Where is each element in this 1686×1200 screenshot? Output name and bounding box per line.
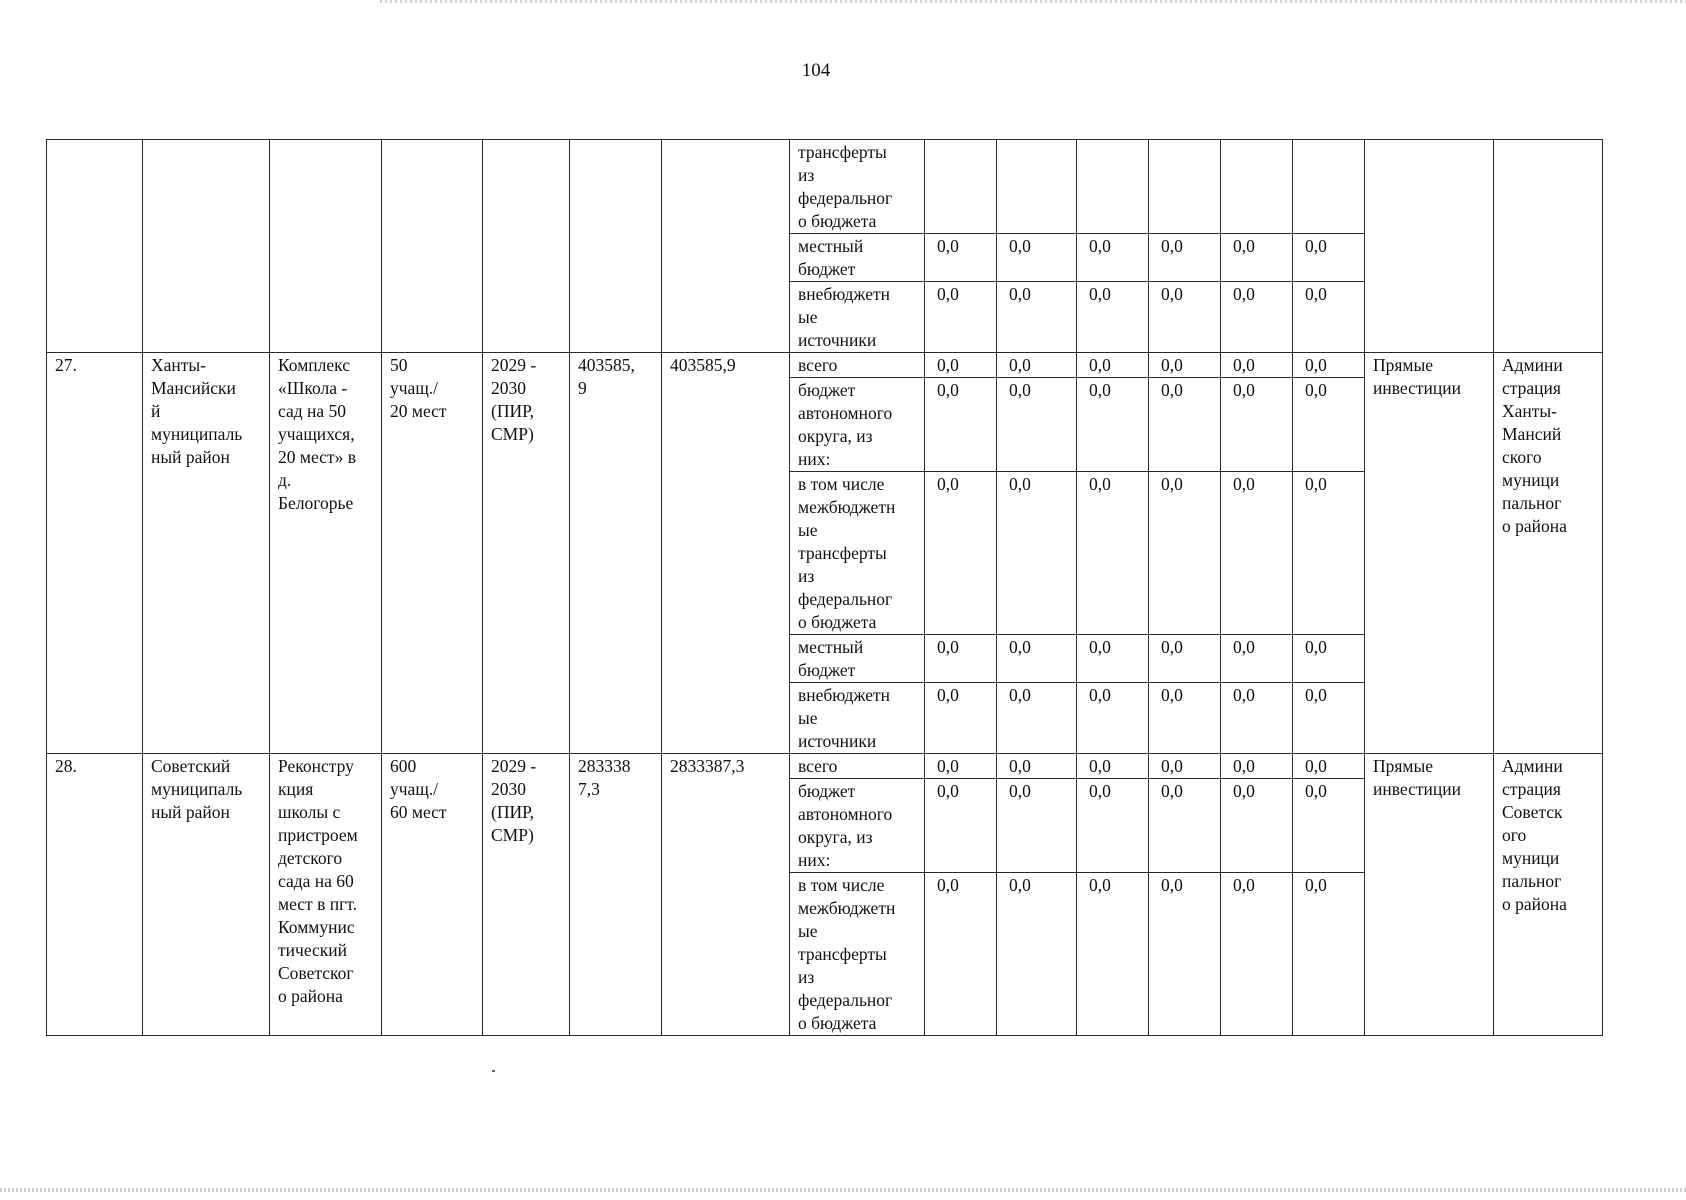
value-cell-text: 0,0 xyxy=(937,380,959,400)
value-cell-text: 0,0 xyxy=(1233,637,1255,657)
value-cell xyxy=(1293,635,1365,683)
value-cell xyxy=(1077,635,1149,683)
value-cell xyxy=(1149,635,1221,683)
value-cell xyxy=(1293,683,1365,754)
value-cell xyxy=(1293,353,1365,378)
value-cell-text: 0,0 xyxy=(1009,355,1031,375)
funding-source-label xyxy=(790,378,925,472)
value-cell-text: 0,0 xyxy=(1305,355,1327,375)
value-cell xyxy=(997,873,1077,1036)
value-cell xyxy=(1077,779,1149,873)
value-cell xyxy=(1221,873,1293,1036)
value-cell xyxy=(1221,140,1293,234)
value-cell xyxy=(1221,635,1293,683)
value-cell-text: 0,0 xyxy=(1009,756,1031,776)
value-cell xyxy=(1221,472,1293,635)
value-cell-text: 0,0 xyxy=(1009,380,1031,400)
value-cell-text: 0,0 xyxy=(1233,284,1255,304)
responsible-party-cell xyxy=(1494,754,1603,1036)
empty-continuation-cell xyxy=(570,140,662,353)
municipality-cell-text: Ханты- Мансийски й муниципаль ный район xyxy=(151,355,243,467)
value-cell xyxy=(925,353,997,378)
table-body xyxy=(47,140,1603,1036)
value-cell xyxy=(925,635,997,683)
value-cell-text: 0,0 xyxy=(1009,781,1031,801)
value-cell xyxy=(997,472,1077,635)
object-name-cell xyxy=(270,754,382,1036)
value-cell-text: 0,0 xyxy=(1233,355,1255,375)
value-cell xyxy=(1149,140,1221,234)
value-cell xyxy=(1221,683,1293,754)
page-number: 104 xyxy=(801,60,831,81)
value-cell-text: 0,0 xyxy=(1089,284,1111,304)
value-cell-text: 0,0 xyxy=(1009,474,1031,494)
value-cell xyxy=(1149,353,1221,378)
value-cell xyxy=(1221,234,1293,282)
value-cell-text: 0,0 xyxy=(1161,875,1183,895)
value-cell xyxy=(1149,472,1221,635)
value-cell-text: 0,0 xyxy=(1305,380,1327,400)
value-cell xyxy=(997,779,1077,873)
value-cell xyxy=(1293,779,1365,873)
funding-source-label-text: всего xyxy=(798,355,838,375)
value-cell xyxy=(1149,234,1221,282)
value-cell-text: 0,0 xyxy=(937,781,959,801)
total-cost-cell xyxy=(570,754,662,1036)
empty-continuation-cell xyxy=(1365,140,1494,353)
period-cell-text: 2029 - 2030 (ПИР, СМР) xyxy=(491,756,537,845)
financing-form-cell-text: Прямые инвестиции xyxy=(1373,756,1461,799)
value-cell xyxy=(997,234,1077,282)
value-cell xyxy=(925,873,997,1036)
funding-source-label-text: местный бюджет xyxy=(798,637,864,680)
value-cell-text: 0,0 xyxy=(1089,474,1111,494)
value-cell xyxy=(1149,282,1221,353)
value-cell xyxy=(1293,754,1365,779)
funding-source-label-text: бюджет автономного округа, из них: xyxy=(798,781,893,870)
value-cell-text: 0,0 xyxy=(1161,685,1183,705)
scan-speck xyxy=(492,1070,495,1072)
municipality-cell xyxy=(143,754,270,1036)
investment-table xyxy=(46,139,1603,1036)
value-cell-text: 0,0 xyxy=(937,236,959,256)
value-cell-text: 0,0 xyxy=(1161,781,1183,801)
funding-source-label-text: в том числе межбюджетн ые трансферты из федеральног о бюджета xyxy=(798,474,896,632)
value-cell-text: 0,0 xyxy=(1089,781,1111,801)
value-cell-text: 0,0 xyxy=(937,637,959,657)
value-cell xyxy=(1077,472,1149,635)
value-cell xyxy=(997,378,1077,472)
capacity-cell xyxy=(382,754,483,1036)
value-cell xyxy=(1077,873,1149,1036)
period-cell xyxy=(483,353,570,754)
value-cell xyxy=(1149,683,1221,754)
financing-form-cell-text: Прямые инвестиции xyxy=(1373,355,1461,398)
value-cell-text: 0,0 xyxy=(1089,875,1111,895)
funding-source-label xyxy=(790,779,925,873)
estimated-cost-cell-text: 403585,9 xyxy=(670,355,736,375)
empty-continuation-cell xyxy=(270,140,382,353)
period-cell xyxy=(483,754,570,1036)
capacity-cell-text: 600 учащ./ 60 мест xyxy=(390,756,447,822)
empty-continuation-cell xyxy=(483,140,570,353)
entry-number xyxy=(47,353,143,754)
value-cell-text: 0,0 xyxy=(1305,236,1327,256)
funding-source-label xyxy=(790,140,925,234)
value-cell xyxy=(1221,282,1293,353)
value-cell-text: 0,0 xyxy=(1233,380,1255,400)
value-cell xyxy=(1077,754,1149,779)
total-cost-cell-text: 403585, 9 xyxy=(578,355,635,398)
value-cell-text: 0,0 xyxy=(1233,875,1255,895)
empty-continuation-cell xyxy=(662,140,790,353)
funding-source-label-text: трансферты из федеральног о бюджета xyxy=(798,142,893,231)
total-cost-cell-text: 283338 7,3 xyxy=(578,756,631,799)
scan-edge-top xyxy=(380,0,1686,3)
value-cell xyxy=(925,234,997,282)
empty-continuation-cell xyxy=(1494,140,1603,353)
value-cell xyxy=(1293,282,1365,353)
table-row xyxy=(47,754,1603,779)
value-cell-text: 0,0 xyxy=(937,685,959,705)
value-cell-text: 0,0 xyxy=(1009,685,1031,705)
value-cell-text: 0,0 xyxy=(1161,284,1183,304)
value-cell-text: 0,0 xyxy=(937,355,959,375)
value-cell xyxy=(925,282,997,353)
funding-source-label xyxy=(790,472,925,635)
value-cell-text: 0,0 xyxy=(937,284,959,304)
value-cell xyxy=(1221,378,1293,472)
value-cell xyxy=(1293,378,1365,472)
empty-continuation-cell xyxy=(382,140,483,353)
funding-source-label xyxy=(790,683,925,754)
value-cell-text: 0,0 xyxy=(1089,685,1111,705)
responsible-party-cell xyxy=(1494,353,1603,754)
value-cell-text: 0,0 xyxy=(1305,875,1327,895)
value-cell xyxy=(1293,140,1365,234)
financing-form-cell xyxy=(1365,353,1494,754)
funding-source-label xyxy=(790,754,925,779)
entry-number-text: 28. xyxy=(55,756,77,776)
funding-source-label-text: местный бюджет xyxy=(798,236,864,279)
value-cell-text: 0,0 xyxy=(1305,685,1327,705)
value-cell-text: 0,0 xyxy=(1009,637,1031,657)
value-cell-text: 0,0 xyxy=(1161,756,1183,776)
funding-source-label xyxy=(790,635,925,683)
value-cell xyxy=(997,683,1077,754)
value-cell-text: 0,0 xyxy=(1161,637,1183,657)
value-cell xyxy=(925,683,997,754)
value-cell-text: 0,0 xyxy=(1009,284,1031,304)
value-cell-text: 0,0 xyxy=(1305,637,1327,657)
value-cell-text: 0,0 xyxy=(1009,875,1031,895)
empty-continuation-cell xyxy=(47,140,143,353)
value-cell-text: 0,0 xyxy=(1305,756,1327,776)
value-cell-text: 0,0 xyxy=(1161,236,1183,256)
funding-source-label xyxy=(790,873,925,1036)
value-cell-text: 0,0 xyxy=(1233,781,1255,801)
value-cell xyxy=(925,472,997,635)
table-row xyxy=(47,140,1603,234)
value-cell xyxy=(1077,378,1149,472)
funding-source-label-text: бюджет автономного округа, из них: xyxy=(798,380,893,469)
value-cell xyxy=(1149,873,1221,1036)
value-cell xyxy=(925,140,997,234)
object-name-cell-text: Реконстру кция школы с пристроем детского сада на 60 мест в пгт. Коммунис тический Советског о района xyxy=(278,756,358,1006)
value-cell-text: 0,0 xyxy=(1233,474,1255,494)
value-cell xyxy=(997,353,1077,378)
funding-source-label-text: внебюджетн ые источники xyxy=(798,284,891,350)
value-cell xyxy=(1149,779,1221,873)
value-cell-text: 0,0 xyxy=(1089,756,1111,776)
value-cell xyxy=(997,754,1077,779)
period-cell-text: 2029 - 2030 (ПИР, СМР) xyxy=(491,355,537,444)
object-name-cell xyxy=(270,353,382,754)
value-cell-text: 0,0 xyxy=(937,474,959,494)
value-cell xyxy=(925,378,997,472)
value-cell xyxy=(1221,779,1293,873)
value-cell-text: 0,0 xyxy=(1161,474,1183,494)
value-cell xyxy=(1077,234,1149,282)
value-cell xyxy=(1149,378,1221,472)
value-cell-text: 0,0 xyxy=(1305,781,1327,801)
capacity-cell xyxy=(382,353,483,754)
value-cell-text: 0,0 xyxy=(937,875,959,895)
capacity-cell-text: 50 учащ./ 20 мест xyxy=(390,355,447,421)
municipality-cell xyxy=(143,353,270,754)
value-cell-text: 0,0 xyxy=(1089,637,1111,657)
value-cell-text: 0,0 xyxy=(937,756,959,776)
value-cell xyxy=(1293,472,1365,635)
value-cell-text: 0,0 xyxy=(1161,355,1183,375)
financing-form-cell xyxy=(1365,754,1494,1036)
value-cell xyxy=(997,140,1077,234)
value-cell xyxy=(1221,353,1293,378)
entry-number xyxy=(47,754,143,1036)
estimated-cost-cell xyxy=(662,353,790,754)
value-cell xyxy=(997,635,1077,683)
value-cell xyxy=(1077,140,1149,234)
funding-source-label xyxy=(790,282,925,353)
total-cost-cell xyxy=(570,353,662,754)
funding-source-label-text: внебюджетн ые источники xyxy=(798,685,891,751)
value-cell xyxy=(1077,353,1149,378)
funding-source-label-text: в том числе межбюджетн ые трансферты из федеральног о бюджета xyxy=(798,875,896,1033)
estimated-cost-cell xyxy=(662,754,790,1036)
value-cell-text: 0,0 xyxy=(1089,236,1111,256)
value-cell xyxy=(1293,873,1365,1036)
empty-continuation-cell xyxy=(143,140,270,353)
value-cell xyxy=(925,779,997,873)
entry-number-text: 27. xyxy=(55,355,77,375)
estimated-cost-cell-text: 2833387,3 xyxy=(670,756,745,776)
value-cell-text: 0,0 xyxy=(1305,284,1327,304)
value-cell xyxy=(925,754,997,779)
value-cell-text: 0,0 xyxy=(1009,236,1031,256)
value-cell-text: 0,0 xyxy=(1089,355,1111,375)
value-cell-text: 0,0 xyxy=(1305,474,1327,494)
value-cell-text: 0,0 xyxy=(1161,380,1183,400)
object-name-cell-text: Комплекс «Школа - сад на 50 учащихся, 20 мест» в д. Белогорье xyxy=(278,355,356,513)
funding-source-label-text: всего xyxy=(798,756,838,776)
value-cell xyxy=(997,282,1077,353)
funding-source-label xyxy=(790,353,925,378)
responsible-party-cell-text: Админи страция Ханты- Мансий ского муници пальног о района xyxy=(1502,355,1567,536)
table-row xyxy=(47,353,1603,378)
value-cell-text: 0,0 xyxy=(1233,236,1255,256)
municipality-cell-text: Советский муниципаль ный район xyxy=(151,756,243,822)
value-cell-text: 0,0 xyxy=(1233,756,1255,776)
value-cell xyxy=(1221,754,1293,779)
value-cell xyxy=(1077,282,1149,353)
funding-source-label xyxy=(790,234,925,282)
value-cell xyxy=(1293,234,1365,282)
value-cell xyxy=(1149,754,1221,779)
scan-edge-bottom xyxy=(0,1188,1686,1192)
value-cell-text: 0,0 xyxy=(1233,685,1255,705)
value-cell-text: 0,0 xyxy=(1089,380,1111,400)
responsible-party-cell-text: Админи страция Советск ого муници пальног о района xyxy=(1502,756,1567,914)
value-cell xyxy=(1077,683,1149,754)
